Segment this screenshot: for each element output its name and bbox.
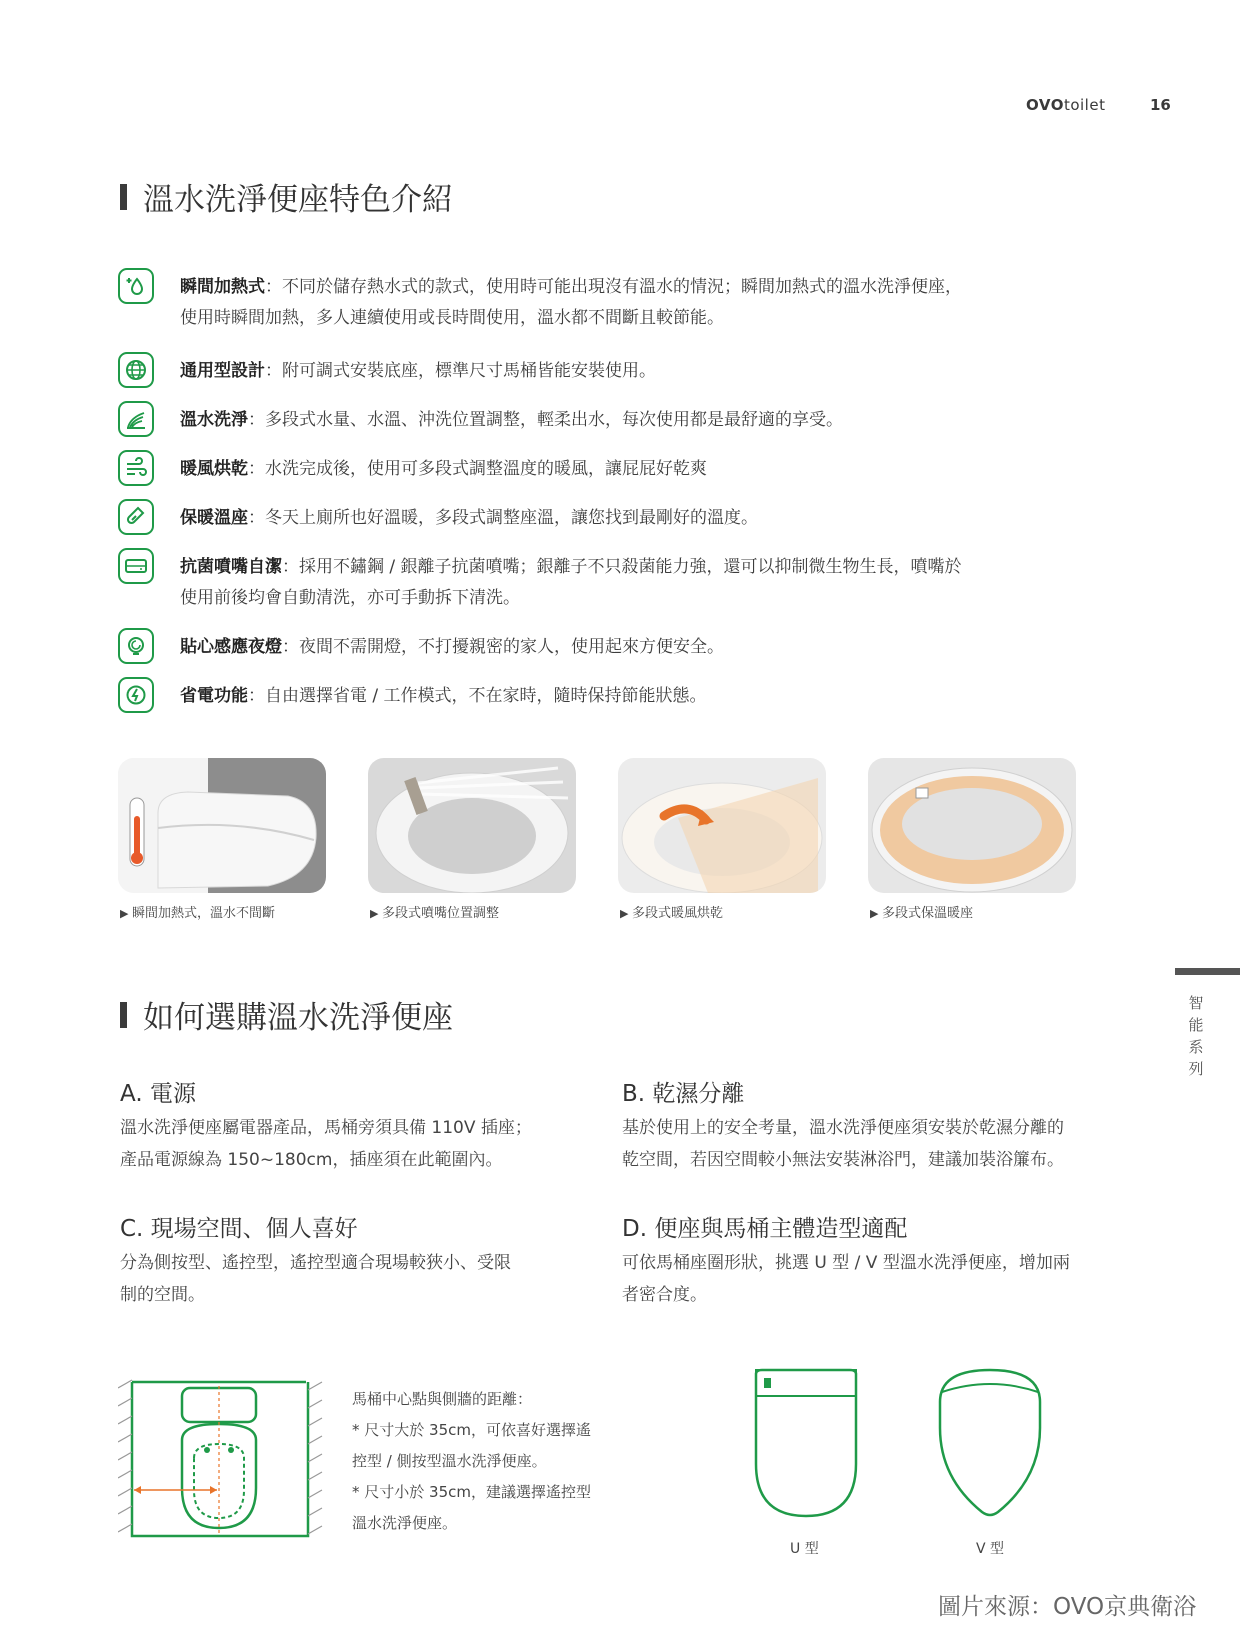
guide-text: 可依馬桶座圈形狀，挑選 U 型 / V 型溫水洗淨便座，增加兩 者密合度。 [622, 1253, 1070, 1305]
side-tab-label: 智能系列 [1188, 994, 1204, 1078]
feature-desc: ：自由選擇省電 / 工作模式，不在家時，隨時保持節能狀態。 [248, 686, 707, 706]
feature-desc: ：水洗完成後，使用可多段式調整溫度的暖風，讓屁屁好乾爽 [248, 459, 707, 479]
photo-caption: ▶ 瞬間加熱式，溫水不間斷 [120, 902, 275, 921]
feature-desc: ：採用不鏽鋼 / 銀離子抗菌噴嘴；銀離子不只殺菌能力強，還可以抑制微生物生長，噴嘴於 使用前後均會自動清洗，亦可手動拆下清洗。 [180, 557, 962, 608]
photo-caption: ▶ 多段式暖風烘乾 [620, 902, 723, 921]
feature-desc: ：不同於儲存熱水式的款式，使用時可能出現沒有溫水的情況；瞬間加熱式的溫水洗淨便座， 使用時瞬間加熱，多人連續使用或長時間使用，溫水都不間斷且較節能。 [180, 277, 962, 328]
feature-item [118, 356, 1078, 388]
guide-heading: C. 現場空間、個人喜好 [120, 1216, 358, 1242]
photo-instant-heating [118, 758, 326, 893]
brand-rest: toilet [1063, 96, 1106, 114]
feature-item [118, 272, 1078, 334]
feature-item [118, 454, 1078, 486]
section-title-buying-guide [120, 992, 453, 1037]
photo-nozzle-position [368, 758, 576, 893]
page-number: 16 [1150, 96, 1171, 114]
feature-title: 省電功能 [180, 686, 248, 706]
guide-heading: B. 乾濕分離 [622, 1081, 745, 1107]
note-line: * 尺寸大於 35cm，可依喜好選擇遙 [352, 1421, 591, 1439]
note-line: 馬桶中心點與側牆的距離： [352, 1390, 533, 1408]
title-bar [120, 184, 127, 210]
u-shape-label: U 型 [790, 1541, 819, 1557]
feature-desc: ：多段式水量、水溫、沖洗位置調整，輕柔出水，每次使用都是最舒適的享受。 [248, 410, 843, 430]
feature-title: 通用型設計 [180, 361, 265, 381]
photo-caption: ▶ 多段式保溫暖座 [870, 902, 973, 921]
side-tab-bar [1175, 968, 1240, 975]
note-line: 溫水洗淨便座。 [352, 1514, 458, 1532]
feature-item [118, 632, 1078, 664]
photo-warm-air [618, 758, 826, 893]
feature-desc: ：附可調式安裝底座，標準尺寸馬桶皆能安裝使用。 [265, 361, 656, 381]
toilet-distance-diagram [118, 1378, 328, 1547]
feature-desc: ：夜間不需開燈，不打擾親密的家人，使用起來方便安全。 [282, 637, 724, 657]
note-line: * 尺寸小於 35cm，建議選擇遙控型 [352, 1483, 591, 1501]
warm-air-icon [118, 450, 154, 486]
guide-heading: A. 電源 [120, 1081, 196, 1107]
note-line: 控型 / 側按型溫水洗淨便座。 [352, 1452, 547, 1470]
feature-item [118, 552, 1078, 614]
globe-icon [118, 352, 154, 388]
u-shape-seat-diagram [748, 1368, 864, 1524]
photo-caption: ▶ 多段式噴嘴位置調整 [370, 902, 499, 921]
guide-text: 分為側按型、遙控型，遙控型適合現場較狹小、受限 制的空間。 [120, 1253, 511, 1305]
section-title-features [120, 174, 453, 219]
photo-heated-seat [868, 758, 1076, 893]
feature-item [118, 503, 1078, 535]
feature-desc: ：冬天上廁所也好溫暖，多段式調整座溫，讓您找到最剛好的溫度。 [248, 508, 758, 528]
feature-title: 瞬間加熱式 [180, 277, 265, 297]
feature-title: 貼心感應夜燈 [180, 637, 282, 657]
feature-title: 暖風烘乾 [180, 459, 248, 479]
power-saving-icon [118, 677, 154, 713]
thermometer-icon [118, 499, 154, 535]
brand-bold: OVO [1026, 96, 1064, 114]
distance-note [352, 1384, 622, 1539]
feature-title: 抗菌噴嘴自潔 [180, 557, 282, 577]
brand-logo [1026, 96, 1105, 114]
feature-item [118, 681, 1078, 713]
night-light-icon [118, 628, 154, 664]
nozzle-icon [118, 548, 154, 584]
feature-title: 保暖溫座 [180, 508, 248, 528]
v-shape-label: V 型 [976, 1541, 1005, 1557]
guide-text: 溫水洗淨便座屬電器產品，馬桶旁須具備 110V 插座； 產品電源線為 150~180cm，插座須在此範圍內。 [120, 1118, 532, 1170]
water-spray-icon [118, 401, 154, 437]
feature-item [118, 405, 1078, 437]
v-shape-seat-diagram [932, 1368, 1048, 1524]
image-credit: 圖片來源：OVO京典衛浴 [938, 1594, 1197, 1620]
guide-text: 基於使用上的安全考量，溫水洗淨便座須安裝於乾濕分離的 乾空間，若因空間較小無法安裝淋浴門，建議加裝浴簾布。 [622, 1118, 1064, 1170]
feature-title: 溫水洗淨 [180, 410, 248, 430]
section-title-text: 溫水洗淨便座特色介紹 [143, 182, 453, 218]
section-title-text: 如何選購溫水洗淨便座 [143, 1000, 453, 1036]
title-bar [120, 1002, 127, 1028]
guide-heading: D. 便座與馬桶主體造型適配 [622, 1216, 908, 1242]
water-heat-icon [118, 268, 154, 304]
